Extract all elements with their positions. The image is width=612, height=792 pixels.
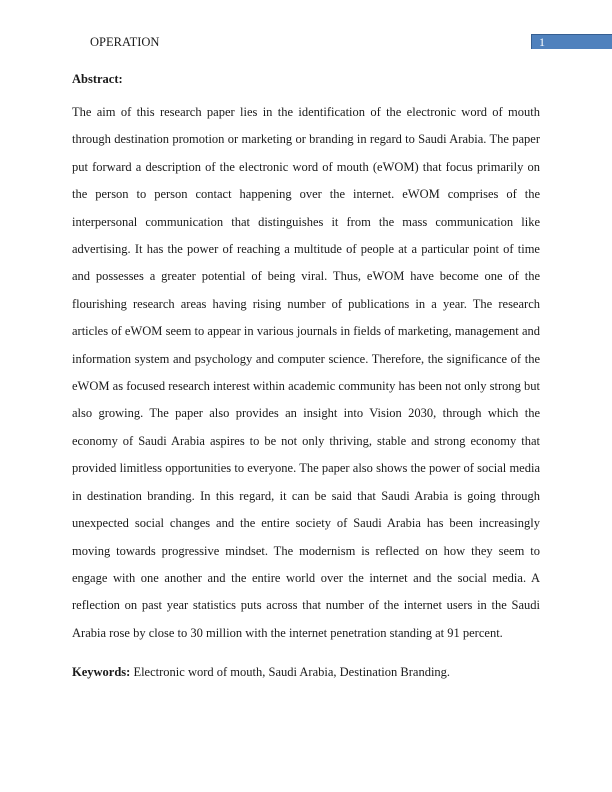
keywords-label: Keywords: — [72, 665, 131, 680]
keywords-text: Electronic word of mouth, Saudi Arabia, Destination Branding. — [130, 665, 451, 680]
abstract-heading: Abstract: — [72, 72, 123, 86]
abstract-paragraph: The aim of this research paper lies in the identification of the electronic word of mouth through destination promotion or marketing or branding in regard to Saudi Arabia. The paper put forward a description of the electronic word of mouth (eWOM) that focus primarily on the person to person contact happening over the internet. eWOM comprises of the interpersonal communication that distinguishes it from the mass communication like advertising. It has the power of reaching a multitude of people at a particular point of time and possesses a greater potential of being viral. Thus, eWOM have become one of the flourishing research areas having rising number of publications in a year. The research articles of eWOM seem to appear in various journals in fields of marketing, management and information system and psychology and computer science. Therefore, the significance of the eWOM as focused research interest within academic community has been not only strong but also growing. The paper also provides an insight into Vision 2030, through which the economy of Saudi Arabia aspires to be not only thriving, stable and strong economy that provided limitless opportunities to everyone. The paper also shows the power of social media in destination branding. In this regard, it can be said that Saudi Arabia is going through unexpected social changes and the entire society of Saudi Arabia has been increasingly moving towards progressive mindset. The modernism is reflected on how they seem to engage with one another and the entire world over the internet and the social media. A reflection on past year statistics puts across that number of the internet users in the Saudi Arabia rose by close to 30 million with the internet penetration standing at 91 percent. — [72, 105, 540, 640]
page-content — [72, 66, 540, 687]
keywords-line — [72, 659, 540, 686]
running-head: OPERATION — [90, 35, 160, 49]
page-number: 1 — [539, 35, 545, 49]
page-number-badge — [531, 34, 612, 49]
